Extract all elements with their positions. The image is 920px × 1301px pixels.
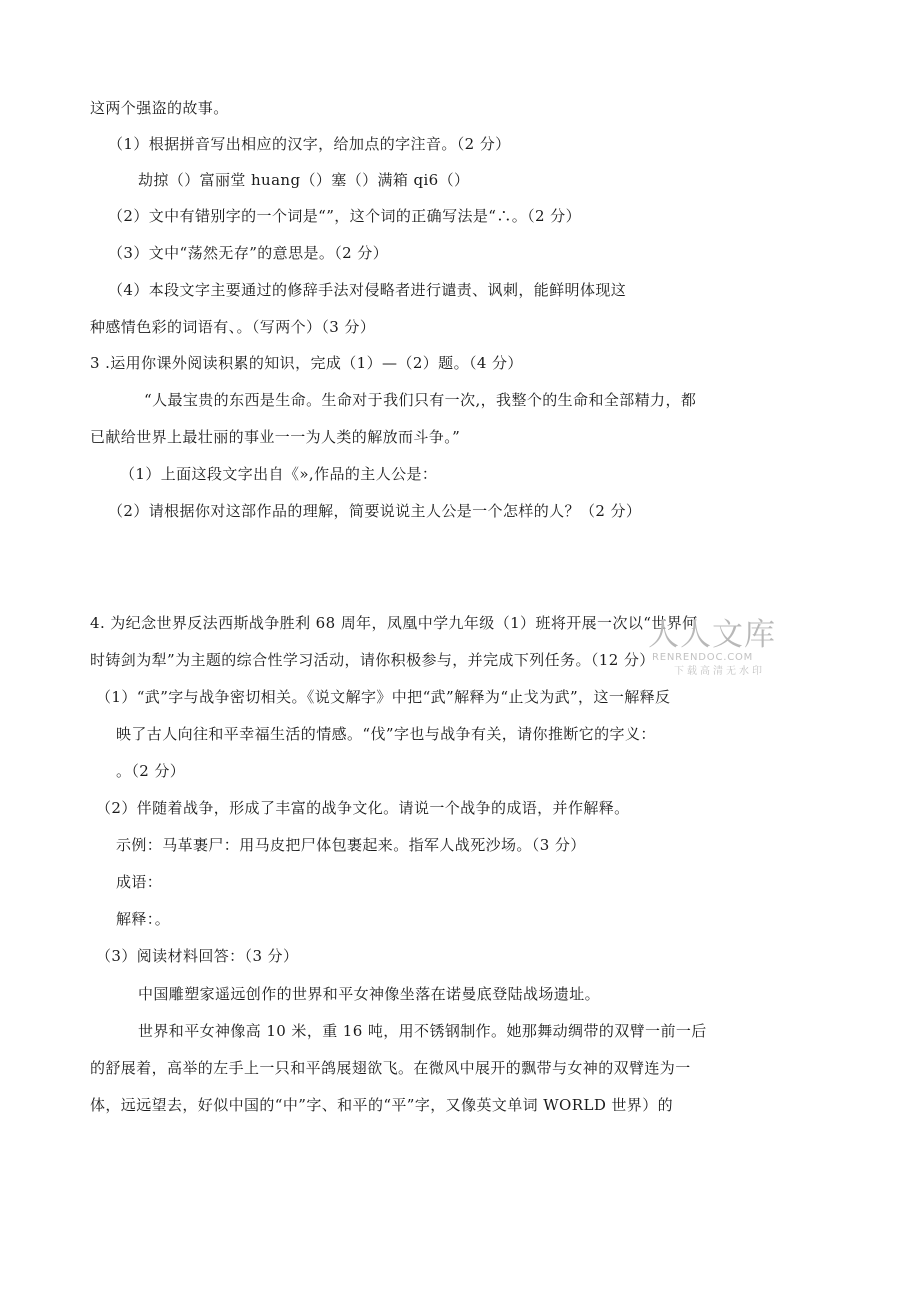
section-4-heading-continued: 时铸剑为犁”为主题的综合性学习活动，请你积极参与，并完成下列任务。（12 分）: [90, 651, 655, 669]
question-4-prompt: （4）本段文字主要通过的修辞手法对侵略者进行谴责、讽刺，能鲜明体现这: [108, 281, 627, 299]
watermark-title: 人人文库: [648, 617, 776, 653]
quote-line-continued: 已献给世界上最壮丽的事业一一为人类的解放而斗争。”: [90, 428, 461, 446]
explanation-answer-line: 解释：。: [116, 910, 171, 928]
section-4-heading: 4. 为纪念世界反法西斯战争胜利 68 周年，凤凰中学九年级（1）班将开展一次以“世界何: [90, 614, 698, 632]
quote-line: “人最宝贵的东西是生命。生命对于我们只有一次,，我整个的生命和全部精力，都: [144, 391, 697, 409]
section-4-question-1-score: 。（2 分）: [116, 762, 186, 780]
watermark-logo: [644, 618, 774, 680]
section-4-question-2: （2）伴随着战争，形成了丰富的战争文化。请说一个战争的成语，并作解释。: [96, 799, 630, 817]
question-3-prompt: （3）文中“荡然无存”的意思是。（2 分）: [108, 244, 389, 262]
section-4-question-3: （3）阅读材料回答：（3 分）: [96, 947, 299, 965]
example-line: 示例：马革裹尸：用马皮把尸体包裹起来。指军人战死沙场。（3 分）: [116, 836, 586, 854]
section-4-question-1: （1）“武”字与战争密切相关。《说文解字》中把“武”解释为“止戈为武”，这一解释反: [96, 688, 671, 706]
question-2-prompt: （2）文中有错别字的一个词是“”，这个词的正确写法是“∴。（2 分）: [108, 207, 581, 225]
reading-material-line: 体，远远望去，好似中国的“中”字、和平的“平”字，又像英文单词 WORLD 世界）的: [90, 1096, 674, 1114]
watermark-subtitle: 下载高清无水印: [674, 666, 765, 677]
text-line: 这两个强盗的故事。: [90, 99, 229, 117]
pinyin-blanks: 劫掠（）富丽堂 huang（）塞（）满箱 qi6（）: [138, 171, 470, 189]
watermark-url: RENRENDOC.COM: [652, 652, 754, 663]
reading-material-line: 世界和平女神像高 10 米，重 16 吨，用不锈钢制作。她那舞动绸带的双臂一前一后: [138, 1022, 707, 1040]
section-3-heading: 3 .运用你课外阅读积累的知识，完成（1）—（2）题。（4 分）: [90, 354, 523, 372]
idiom-answer-line: 成语：: [116, 873, 163, 891]
section-4-question-1-continued: 映了古人向往和平幸福生活的情感。“伐”字也与战争有关，请你推断它的字义：: [116, 725, 656, 743]
question-4-continued: 种感情色彩的词语有、。（写两个）（3 分）: [90, 318, 376, 336]
reading-material-line: 的舒展着，高举的左手上一只和平鸽展翅欲飞。在微风中展开的飘带与女神的双臂连为一: [90, 1059, 691, 1077]
question-1-prompt: （1）根据拼音写出相应的汉字，给加点的字注音。（2 分）: [108, 135, 511, 153]
section-3-question-2: （2）请根据你对这部作品的理解，简要说说主人公是一个怎样的人？（2 分）: [108, 502, 642, 520]
reading-material-line: 中国雕塑家遥远创作的世界和平女神像坐落在诺曼底登陆战场遗址。: [138, 985, 601, 1003]
section-3-question-1: （1）上面这段文字出自《»,作品的主人公是：: [120, 465, 438, 483]
